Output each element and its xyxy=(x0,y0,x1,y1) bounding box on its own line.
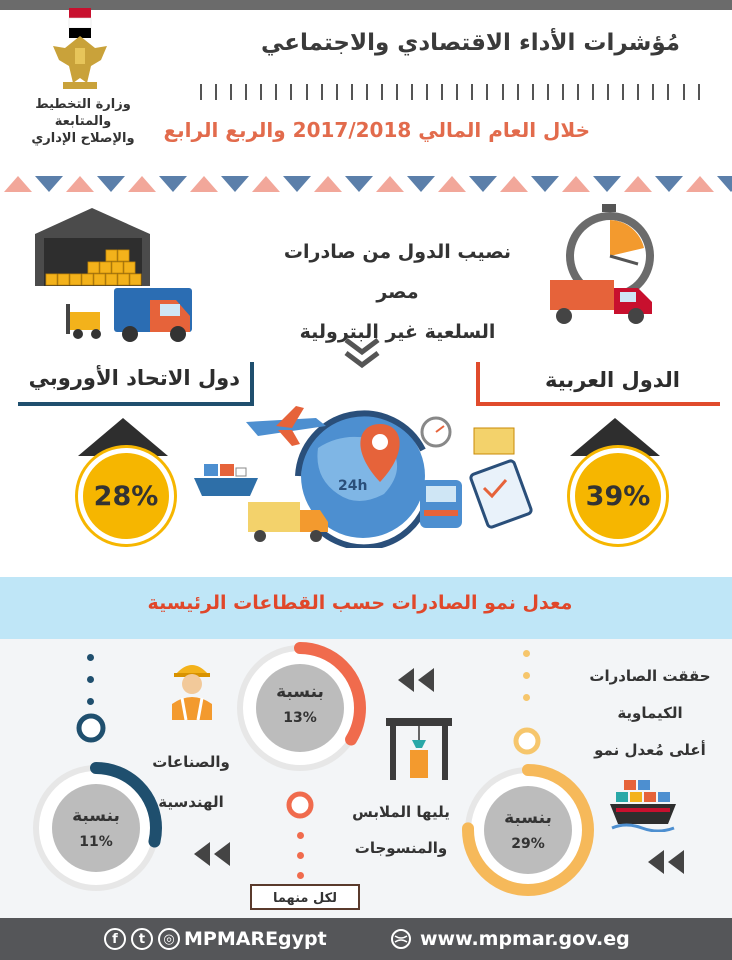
arab-label: الدول العربية xyxy=(545,368,680,392)
textiles-line1: يليها الملابس xyxy=(352,803,450,821)
connector-dot xyxy=(523,672,530,679)
triangle-mark xyxy=(190,176,218,192)
cargo-ship-icon xyxy=(608,776,678,832)
triangle-mark xyxy=(35,176,63,192)
tick-mark xyxy=(486,84,488,100)
chemicals-line1: حققت الصادرات xyxy=(589,667,711,685)
headline-line1: نصيب الدول من صادرات مصر xyxy=(283,241,512,303)
tick-mark xyxy=(411,84,413,100)
chemicals-ring xyxy=(460,762,596,898)
triangle-mark xyxy=(686,176,714,192)
tick-mark xyxy=(245,84,247,100)
tick-mark xyxy=(683,84,685,100)
connector-dot xyxy=(87,676,94,683)
textiles-value: 13% xyxy=(283,710,317,726)
tick-mark xyxy=(652,84,654,100)
engineering-ratio-label: بنسبة xyxy=(72,806,120,826)
tick-mark xyxy=(381,84,383,100)
twitter-icon[interactable]: t xyxy=(131,928,153,950)
tick-mark xyxy=(441,84,443,100)
tick-mark xyxy=(562,84,564,100)
tick-mark xyxy=(502,84,504,100)
textiles-ratio-label: بنسبة xyxy=(276,682,324,702)
triangle-mark xyxy=(283,176,311,192)
triangle-mark xyxy=(97,176,125,192)
triangle-mark xyxy=(252,176,280,192)
connector-dot xyxy=(523,650,530,657)
triangle-mark xyxy=(345,176,373,192)
double-chevron-left-icon xyxy=(644,848,686,876)
textiles-text xyxy=(336,794,466,866)
triangle-mark xyxy=(4,176,32,192)
connector-dot xyxy=(87,698,94,705)
connector-ring-red xyxy=(285,790,315,820)
ministry-line1: وزارة التخطيط والمتابعة xyxy=(35,97,131,129)
triangle-mark xyxy=(624,176,652,192)
website-link[interactable]: www.mpmar.gov.eg xyxy=(420,928,630,950)
tick-mark xyxy=(577,84,579,100)
engineer-worker-icon xyxy=(168,656,216,720)
triangle-mark xyxy=(438,176,466,192)
instagram-icon[interactable]: ◎ xyxy=(158,928,180,950)
ministry-line2: والإصلاح الإداري xyxy=(31,131,135,146)
global-logistics-icon xyxy=(188,398,548,548)
triangle-mark xyxy=(531,176,559,192)
arab-percentage: 39% xyxy=(570,448,666,544)
triangle-divider xyxy=(0,172,732,194)
tick-mark xyxy=(622,84,624,100)
social-handle[interactable]: MPMAREgypt xyxy=(184,928,327,950)
tick-mark xyxy=(592,84,594,100)
connector-ring-navy xyxy=(75,712,107,744)
tick-mark xyxy=(471,84,473,100)
website-icon xyxy=(390,928,412,950)
double-chevron-left-icon xyxy=(190,840,232,868)
tick-mark xyxy=(667,84,669,100)
textiles-ring xyxy=(232,640,368,776)
chemicals-text xyxy=(580,658,720,769)
connector-dot xyxy=(297,872,304,879)
tick-mark xyxy=(637,84,639,100)
exports-share-headline xyxy=(260,232,535,352)
tick-mark xyxy=(215,84,217,100)
tick-mark xyxy=(290,84,292,100)
eu-label: دول الاتحاد الأوروبي xyxy=(28,366,240,390)
tick-mark xyxy=(351,84,353,100)
tick-mark xyxy=(336,84,338,100)
tick-mark xyxy=(366,84,368,100)
each-of-them-label: لكل منهما xyxy=(250,884,360,910)
stopwatch-truck-icon xyxy=(548,204,668,330)
facebook-icon[interactable]: f xyxy=(104,928,126,950)
tick-mark xyxy=(396,84,398,100)
connector-dot xyxy=(297,832,304,839)
tick-mark xyxy=(200,84,202,100)
sectors-title: معدل نمو الصادرات حسب القطاعات الرئيسية xyxy=(147,592,573,614)
chemicals-line3: أعلى مُعدل نمو xyxy=(594,741,706,759)
engineering-value: 11% xyxy=(79,834,113,850)
tick-mark xyxy=(426,84,428,100)
tick-mark xyxy=(532,84,534,100)
connector-dot xyxy=(523,694,530,701)
triangle-mark xyxy=(314,176,342,192)
page-subtitle: خلال العام المالي 2017/2018 والربع الرابع xyxy=(163,118,590,142)
tick-mark xyxy=(260,84,262,100)
triangle-mark xyxy=(66,176,94,192)
triangle-mark xyxy=(469,176,497,192)
tick-mark xyxy=(698,84,700,100)
tick-mark xyxy=(607,84,609,100)
tick-mark xyxy=(230,84,232,100)
triangle-mark xyxy=(407,176,435,192)
crane-cargo-icon xyxy=(384,716,454,780)
tick-mark xyxy=(275,84,277,100)
chemicals-value: 29% xyxy=(511,836,545,852)
triangle-mark xyxy=(500,176,528,192)
engineering-line1: والصناعات xyxy=(152,753,230,771)
triangle-mark xyxy=(593,176,621,192)
triangle-mark xyxy=(376,176,404,192)
tick-mark xyxy=(547,84,549,100)
social-icons xyxy=(104,928,180,950)
eu-percentage: 28% xyxy=(78,448,174,544)
headline-line2: السلعية غير البترولية xyxy=(299,321,496,343)
ministry-name xyxy=(8,96,158,147)
svg-text:24h: 24h xyxy=(338,478,368,494)
double-chevron-down-icon xyxy=(342,336,382,370)
triangle-mark xyxy=(159,176,187,192)
page-title: مُؤشرات الأداء الاقتصادي والاجتماعي xyxy=(260,30,680,56)
tick-divider xyxy=(200,84,700,102)
tick-mark xyxy=(517,84,519,100)
connector-dot xyxy=(297,852,304,859)
triangle-mark xyxy=(717,176,732,192)
connector-dot xyxy=(87,654,94,661)
eagle-emblem-icon xyxy=(45,8,115,93)
triangle-mark xyxy=(128,176,156,192)
triangle-mark xyxy=(221,176,249,192)
tick-mark xyxy=(321,84,323,100)
engineering-line2: الهندسية xyxy=(158,793,224,811)
double-chevron-left-icon xyxy=(394,666,436,694)
triangle-mark xyxy=(655,176,683,192)
chemicals-line2: الكيماوية xyxy=(617,704,683,722)
chemicals-ratio-label: بنسبة xyxy=(504,808,552,828)
warehouse-truck-icon xyxy=(30,204,205,344)
tick-mark xyxy=(456,84,458,100)
connector-ring-yellow xyxy=(512,726,542,756)
tick-mark xyxy=(306,84,308,100)
engineering-text xyxy=(136,742,246,822)
triangle-mark xyxy=(562,176,590,192)
textiles-line2: والمنسوجات xyxy=(354,839,448,857)
